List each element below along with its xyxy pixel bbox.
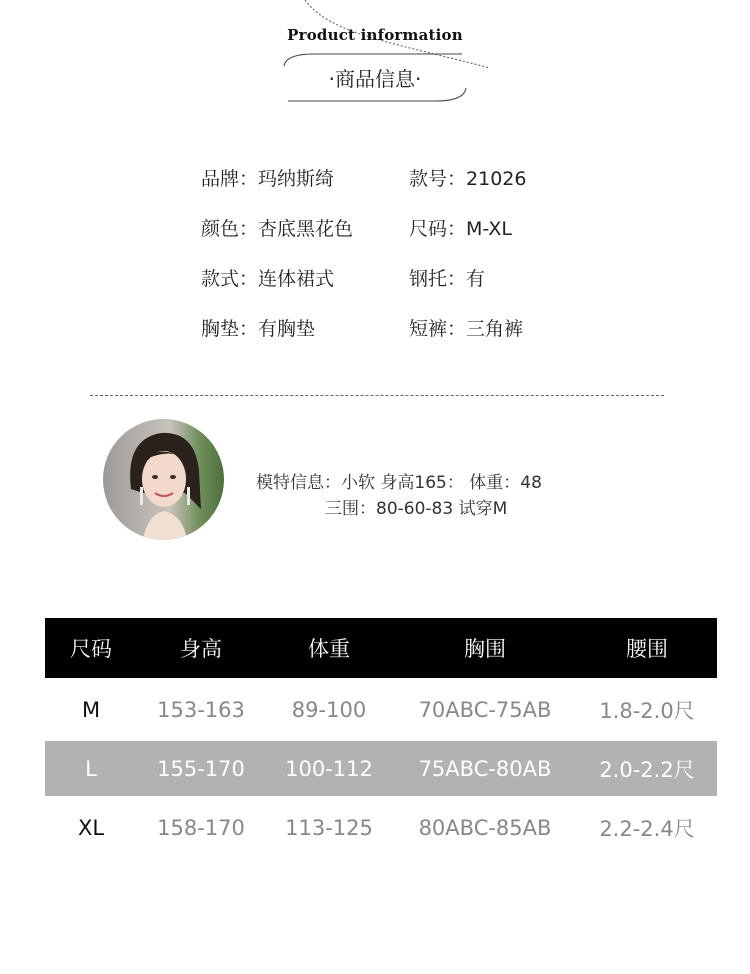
dashed-divider	[90, 395, 664, 396]
section-title-en: Product information	[287, 26, 463, 44]
cell-weight: 100-112	[285, 756, 373, 781]
cell-size: M	[81, 697, 101, 722]
model-info-line1: 模特信息：小软 身高165： 体重：48	[256, 473, 542, 493]
info-shorts: 短裤：三角裤	[409, 318, 524, 340]
table-row	[45, 741, 717, 796]
cell-bust: 80ABC-85AB	[418, 816, 552, 840]
table-header-row	[45, 618, 717, 678]
cell-height: 158-170	[157, 816, 245, 840]
cell-waist: 2.2-2.4尺	[599, 817, 695, 841]
section-title-cn: ·商品信息·	[328, 66, 422, 91]
header-size: 尺码	[70, 637, 112, 661]
cell-waist: 1.8-2.0尺	[599, 698, 695, 723]
cell-bust: 75ABC-80AB	[418, 756, 552, 781]
cell-waist: 2.0-2.2尺	[599, 757, 695, 782]
cell-weight: 113-125	[285, 816, 373, 840]
cell-height: 155-170	[157, 756, 245, 781]
header-weight: 体重	[308, 637, 350, 661]
header-waist: 腰围	[626, 637, 668, 661]
info-style: 款式：连体裙式	[201, 268, 335, 290]
cell-height: 153-163	[157, 697, 245, 722]
model-avatar	[103, 419, 224, 540]
info-brand: 品牌：玛纳斯绮	[201, 168, 335, 190]
cell-size: XL	[77, 816, 105, 840]
info-underwire: 钢托：有	[409, 268, 486, 290]
cell-bust: 70ABC-75AB	[418, 697, 552, 722]
info-size: 尺码：M-XL	[409, 218, 512, 240]
cell-size: L	[85, 756, 97, 781]
cell-weight: 89-100	[291, 697, 367, 722]
header-height: 身高	[180, 637, 222, 661]
model-info-line2: 三围：80-60-83 试穿M	[325, 499, 508, 519]
table-row	[45, 678, 717, 741]
table-row	[45, 796, 717, 860]
info-color: 颜色：杏底黑花色	[201, 218, 354, 240]
info-padding: 胸垫：有胸垫	[201, 318, 316, 340]
info-style-number: 款号：21026	[409, 168, 527, 190]
header-bust: 胸围	[464, 637, 506, 661]
